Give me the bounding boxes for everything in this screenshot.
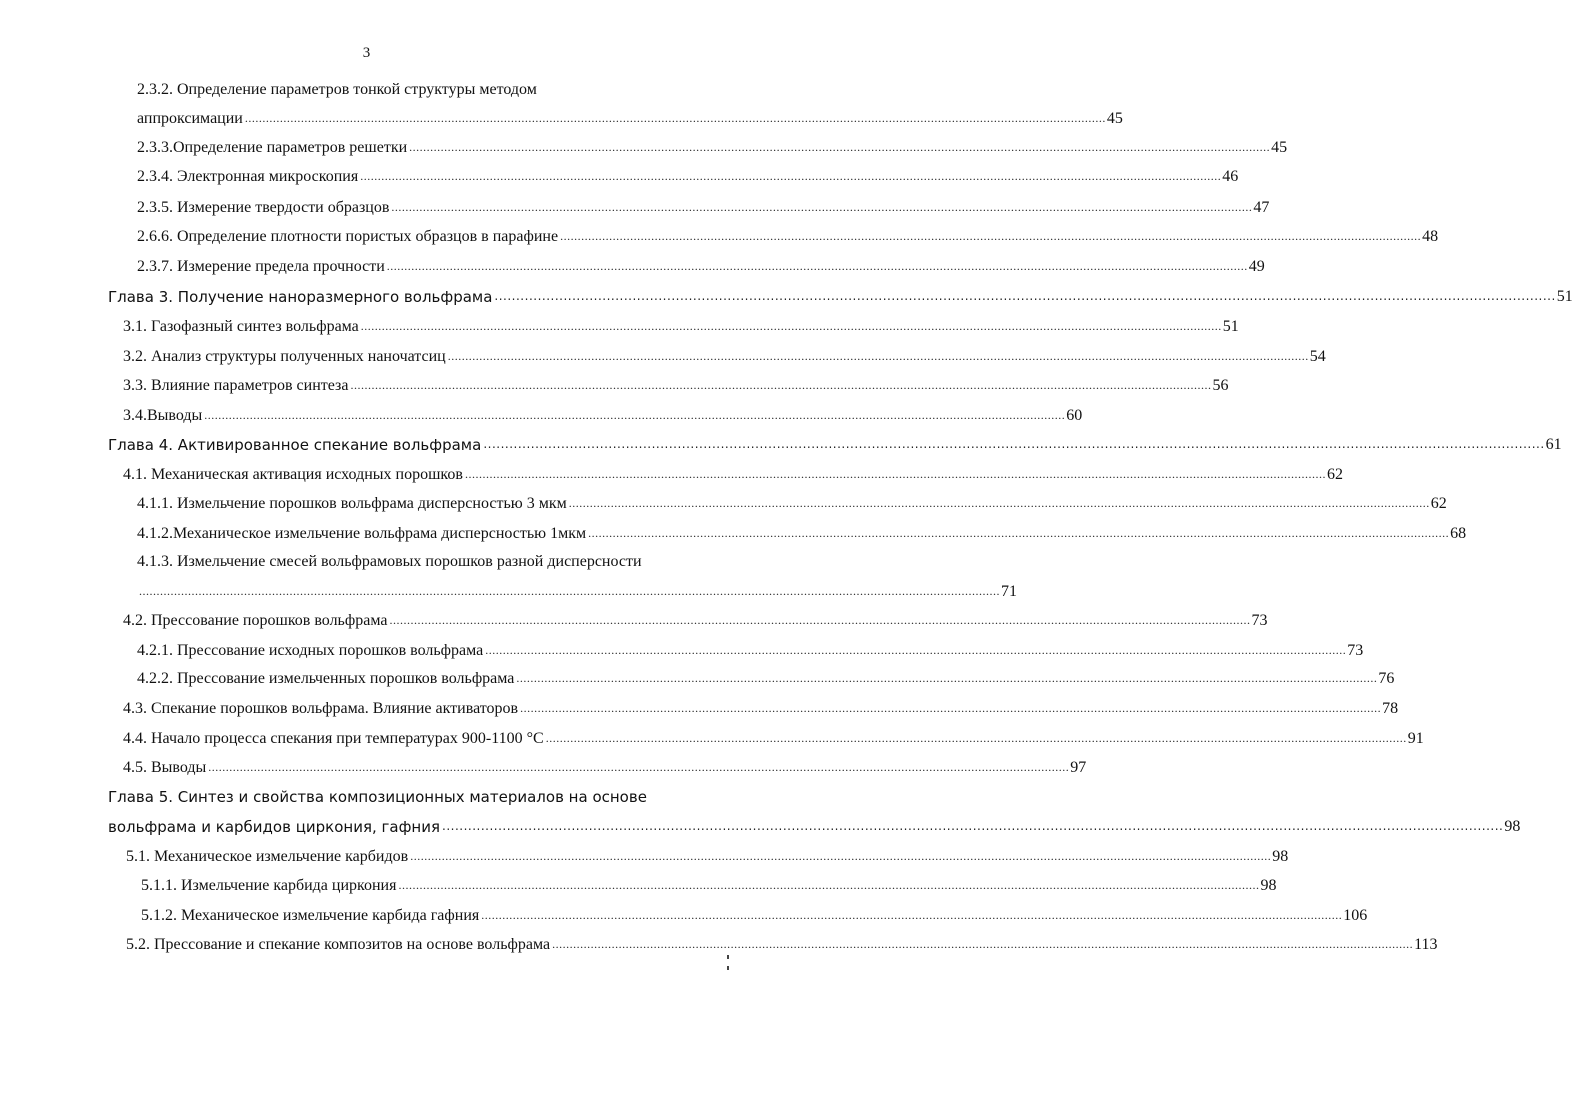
- dot-leader: ......................................................................................................................................................................................................................................................: [204, 408, 1066, 422]
- toc-entry-title: 2.3.3.Определение параметров решетки: [137, 139, 408, 156]
- toc-page-number: 91: [1407, 730, 1424, 747]
- dot-leader: ......................................................................................................................................................................................................................................................: [552, 937, 1414, 951]
- toc-entry-title: 4.2.1. Прессование исходных порошков вольфрама: [137, 642, 484, 659]
- toc-page-number: 51: [1556, 288, 1573, 305]
- toc-page-number: 49: [1248, 258, 1265, 275]
- toc-page-number: 71: [1001, 583, 1017, 600]
- toc-chapter-title: Глава 4. Активированное спекание вольфрама: [108, 436, 482, 454]
- toc-page-number: 98: [1260, 877, 1277, 894]
- toc-entry-title: 4.2.2. Прессование измельченных порошков вольфрама: [137, 670, 515, 687]
- toc-entry-title: 2.6.6. Определение плотности пористых образцов в парафине: [137, 228, 559, 245]
- dot-leader: ......................................................................................................................................................................................................................................................: [244, 111, 1106, 125]
- toc-page-number: 51: [1222, 318, 1239, 335]
- dot-leader: ......................................................................................................................................................................................................................................................: [442, 819, 1504, 833]
- toc-page-number: 47: [1253, 199, 1270, 216]
- toc-entry-title: 4.1. Механическая активация исходных порошков: [123, 466, 463, 483]
- toc-entry-4-3[interactable]: [123, 694, 1399, 718]
- toc-chapter-4[interactable]: [108, 430, 1562, 454]
- toc-page-number: 45: [1106, 110, 1123, 127]
- toc-entry-2-3-4[interactable]: [137, 162, 1239, 186]
- dot-leader: ......................................................................................................................................................................................................................................................: [481, 908, 1343, 922]
- toc-entry-4-1-3-line1: 4.1.3. Измельчение смесей вольфрамовых порошков разной дисперсности: [137, 553, 642, 570]
- dot-leader: ......................................................................................................................................................................................................................................................: [389, 613, 1251, 627]
- toc-page-number: 54: [1309, 348, 1326, 365]
- toc-entry-5-1-1[interactable]: [141, 871, 1277, 895]
- dot-leader: ......................................................................................................................................................................................................................................................: [568, 496, 1430, 510]
- toc-entry-5-1[interactable]: [126, 842, 1289, 866]
- toc-entry-3-3[interactable]: [123, 371, 1229, 395]
- dot-leader: ......................................................................................................................................................................................................................................................: [360, 169, 1222, 183]
- dot-leader: ......................................................................................................................................................................................................................................................: [391, 200, 1253, 214]
- toc-entry-2-3-2[interactable]: [137, 104, 1123, 128]
- toc-entry-4-2[interactable]: [123, 606, 1268, 630]
- dot-leader: ......................................................................................................................................................................................................................................................: [588, 526, 1450, 540]
- toc-entry-4-4[interactable]: [123, 724, 1424, 748]
- toc-page-number: 48: [1422, 228, 1439, 245]
- toc-entry-title: 2.3.5. Измерение твердости образцов: [137, 199, 390, 216]
- toc-chapter-title: Глава 3. Получение наноразмерного вольфрама: [108, 288, 493, 306]
- toc-page-number: 73: [1251, 612, 1268, 629]
- page-number: 3: [362, 45, 371, 61]
- toc-entry-title: 3.1. Газофазный синтез вольфрама: [123, 318, 359, 335]
- toc-entry-5-2[interactable]: [126, 930, 1438, 954]
- toc-page-number: 45: [1271, 139, 1288, 156]
- dot-leader: ......................................................................................................................................................................................................................................................: [350, 378, 1212, 392]
- toc-entry-2-3-5[interactable]: [137, 193, 1270, 217]
- toc-page-number: 98: [1272, 848, 1289, 865]
- dot-leader: ......................................................................................................................................................................................................................................................: [447, 349, 1309, 363]
- toc-entry-2-3-2-line1: 2.3.2. Определение параметров тонкой структуры методом: [137, 81, 537, 98]
- toc-entry-3-2[interactable]: [123, 342, 1326, 366]
- dot-leader: ......................................................................................................................................................................................................................................................: [516, 671, 1378, 685]
- toc-entry-title: 5.1.1. Измельчение карбида циркония: [141, 877, 397, 894]
- toc-entry-4-2-1[interactable]: [137, 636, 1364, 660]
- toc-page-number: 78: [1382, 700, 1399, 717]
- toc-chapter-title: вольфрама и карбидов циркония, гафния: [108, 818, 441, 836]
- toc-page-number: 61: [1545, 436, 1562, 453]
- toc-chapter-3[interactable]: [108, 282, 1573, 306]
- dot-leader: ......................................................................................................................................................................................................................................................: [409, 140, 1271, 154]
- dot-leader: ......................................................................................................................................................................................................................................................: [139, 584, 1000, 598]
- toc-page-number: 73: [1347, 642, 1364, 659]
- toc-chapter-5[interactable]: [108, 812, 1521, 836]
- toc-entry-title: аппроксимации: [137, 110, 243, 127]
- toc-page-number: 46: [1222, 168, 1239, 185]
- toc-entry-title: 4.4. Начало процесса спекания при температурах 900-1100 °С: [123, 730, 544, 747]
- toc-page-number: 106: [1343, 907, 1368, 924]
- dot-leader: ......................................................................................................................................................................................................................................................: [545, 731, 1407, 745]
- dot-leader: ......................................................................................................................................................................................................................................................: [520, 701, 1382, 715]
- toc-page-number: 62: [1326, 466, 1343, 483]
- toc-page-number: 113: [1414, 936, 1438, 953]
- toc-page-number: 62: [1430, 495, 1447, 512]
- toc-entry-3-4[interactable]: [123, 401, 1083, 425]
- toc-page-number: 97: [1070, 759, 1087, 776]
- toc-page-number: 98: [1504, 818, 1521, 835]
- toc-entry-title: 3.3. Влияние параметров синтеза: [123, 377, 349, 394]
- dot-leader: ......................................................................................................................................................................................................................................................: [398, 878, 1260, 892]
- dot-leader: ......................................................................................................................................................................................................................................................: [483, 437, 1545, 451]
- toc-entry-2-3-7[interactable]: [137, 252, 1265, 276]
- toc-entry-title: 5.2. Прессование и спекание композитов на основе вольфрама: [126, 936, 551, 953]
- toc-entry-title: 4.1.1. Измельчение порошков вольфрама дисперсностью 3 мкм: [137, 495, 567, 512]
- toc-entry-4-2-2[interactable]: [137, 664, 1395, 688]
- toc-entry-title: 5.1.2. Механическое измельчение карбида гафния: [141, 907, 480, 924]
- toc-entry-4-1-1[interactable]: [137, 489, 1447, 513]
- dot-leader: ......................................................................................................................................................................................................................................................: [360, 319, 1222, 333]
- toc-entry-title: 4.3. Спекание порошков вольфрама. Влияние активаторов: [123, 700, 519, 717]
- scan-edge-mark: [727, 955, 729, 959]
- toc-entry-2-6-6[interactable]: [137, 222, 1439, 246]
- dot-leader: ......................................................................................................................................................................................................................................................: [560, 229, 1422, 243]
- toc-chapter-5-line1: Глава 5. Синтез и свойства композиционных материалов на основе: [108, 788, 647, 806]
- toc-page-number: 68: [1450, 525, 1467, 542]
- toc-entry-2-3-3[interactable]: [137, 133, 1288, 157]
- toc-page-number: 76: [1378, 670, 1395, 687]
- scan-edge-mark: [727, 966, 729, 970]
- toc-entry-title: 4.1.2.Механическое измельчение вольфрама дисперсностью 1мкм: [137, 525, 587, 542]
- dot-leader: ......................................................................................................................................................................................................................................................: [410, 849, 1272, 863]
- toc-entry-4-1[interactable]: [123, 460, 1343, 484]
- toc-page-number: 56: [1212, 377, 1229, 394]
- toc-page-number: 60: [1066, 407, 1083, 424]
- toc-entry-title: 2.3.4. Электронная микроскопия: [137, 168, 359, 185]
- toc-entry-4-5[interactable]: [123, 753, 1087, 777]
- dot-leader: ......................................................................................................................................................................................................................................................: [494, 289, 1556, 303]
- toc-entry-title: 4.2. Прессование порошков вольфрама: [123, 612, 388, 629]
- toc-entry-title: 2.3.7. Измерение предела прочности: [137, 258, 385, 275]
- toc-entry-title: 3.4.Выводы: [123, 407, 203, 424]
- toc-entry-4-1-3[interactable]: [137, 577, 1017, 601]
- toc-entry-title: 4.5. Выводы: [123, 759, 207, 776]
- toc-entry-5-1-2[interactable]: [141, 901, 1368, 925]
- dot-leader: ......................................................................................................................................................................................................................................................: [386, 259, 1248, 273]
- toc-entry-title: 3.2. Анализ структуры полученных наночатсиц: [123, 348, 446, 365]
- dot-leader: ......................................................................................................................................................................................................................................................: [464, 467, 1326, 481]
- toc-entry-title: 5.1. Механическое измельчение карбидов: [126, 848, 409, 865]
- dot-leader: ......................................................................................................................................................................................................................................................: [485, 643, 1347, 657]
- toc-entry-4-1-2[interactable]: [137, 519, 1467, 543]
- toc-entry-3-1[interactable]: [123, 312, 1239, 336]
- dot-leader: ......................................................................................................................................................................................................................................................: [208, 760, 1070, 774]
